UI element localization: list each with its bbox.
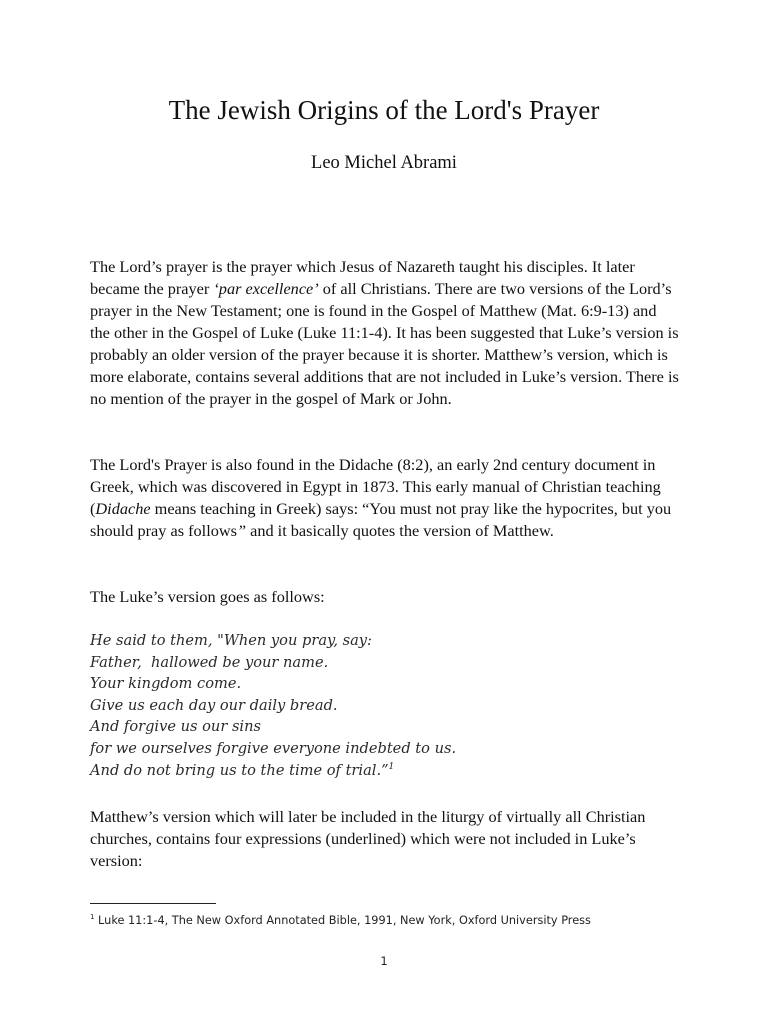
author-name: Leo Michel Abrami (311, 153, 457, 173)
quote-line: for we ourselves forgive everyone indebted to us. (90, 739, 457, 757)
document-title: The Jewish Origins of the Lord's Prayer (168, 95, 600, 125)
paragraph-text: The Lord’s prayer is the prayer which Jesus of Nazareth taught his disciples. It later became the prayer (90, 257, 635, 298)
paragraph-text: and it basically quotes the version of Matthew. (246, 521, 554, 540)
paragraph-text: The Lord's Prayer is also found in the Didache (8:2), an early 2nd century document in Greek, which was discovered in Egypt in 1873. This early manual of Christian teaching ( (90, 455, 661, 518)
footnote-text: Luke 11:1-4, The New Oxford Annotated Bible, 1991, New York, Oxford University Press (94, 914, 591, 927)
quote-line: Father, hallowed be your name. (90, 653, 329, 671)
quote-line-last (90, 760, 680, 782)
quote-line: Give us each day our daily bread. (90, 696, 338, 714)
luke-prayer-quote (90, 630, 680, 781)
paragraph-text: means teaching in Greek) says: “You must not pray like the hypocrites, but you should pray as follows (90, 499, 672, 540)
paragraph-lords-prayer-intro (90, 256, 680, 410)
page-number: 1 (380, 954, 388, 968)
italic-closing-quote: ” (236, 521, 247, 540)
quote-line-text: And do not bring us to the time of trial.” (90, 761, 389, 779)
italic-term-didache: Didache (95, 499, 151, 518)
quote-line: And forgive us our sins (90, 718, 261, 736)
paragraph-didache (90, 454, 680, 542)
paragraph-text: of all Christians. There are two versions of the Lord’s prayer in the New Testament; one is found in the Gospel of Matthew (Mat. 6:9-13) and the other in the Gospel of Luke (Luke 11:1-4). It has been suggested that Luke’s version is probably an older version of the prayer because it is shorter. Matthew’s version, which is more elaborate, contains several additions that are not included in Luke’s version. There is no mention of the prayer in the gospel of Mark or John. (90, 279, 679, 408)
footnote-marker: 1 (90, 913, 95, 922)
italic-phrase: ‘par excellence’ (213, 279, 319, 298)
footnote-reference[interactable]: 1 (388, 761, 395, 772)
paragraph-matthew-intro: Matthew’s version which will later be included in the liturgy of virtually all Christian churches, contains four expressions (underlined) which were not included in Luke’s version: (90, 807, 646, 870)
footnote-separator (90, 903, 216, 904)
footnote (90, 912, 710, 930)
quote-line: Your kingdom come. (90, 675, 242, 693)
paragraph-luke-intro: The Luke’s version goes as follows: (90, 587, 325, 606)
quote-line: He said to them, "When you pray, say: (90, 632, 372, 649)
